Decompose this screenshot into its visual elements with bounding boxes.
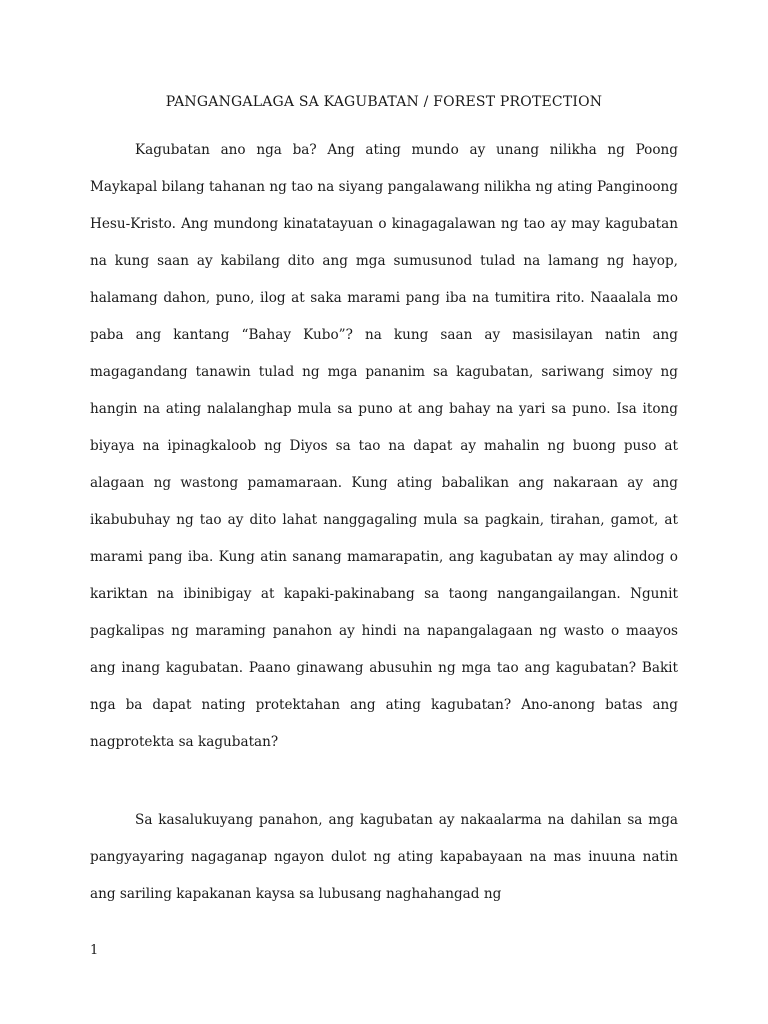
page-number: 1 <box>90 943 99 958</box>
paragraph-1: Kagubatan ano nga ba? Ang ating mundo ay unang nilikha ng Poong Maykapal bilang tahanan ng tao na siyang pangalawang nilikha ng ating Panginoong Hesu-Kristo. Ang mundong kinatatayuan o kinagagalawan ng tao ay may kagubatan na kung saan ay kabilang dito ang mga sumusunod tulad na lamang ng hayop, halamang dahon, puno, ilog at saka marami pang iba na tumitira rito. Naaalala mo paba ang kantang “Bahay Kubo”? na kung saan ay masisilayan natin ang magagandang tanawin tulad ng mga pananim sa kagubatan, sariwang simoy ng hangin na ating nalalanghap mula sa puno at ang bahay na yari sa puno. Isa itong biyaya na ipinagkaloob ng Diyos sa tao na dapat ay mahalin ng buong puso at alagaan ng wastong pamamaraan. Kung ating babalikan ang nakaraan ay ang ikabubuhay ng tao ay dito lahat nanggagaling mula sa pagkain, tirahan, gamot, at marami pang iba. Kung atin sanang mamarapatin, ang kagubatan ay may alindog o kariktan na ibinibigay at kapaki-pakinabang sa taong nangangailangan. Ngunit pagkalipas ng maraming panahon ay hindi na napangalagaan ng wasto o maayos ang inang kagubatan. Paano ginawang abusuhin ng mga tao ang kagubatan? Bakit nga ba dapat nating protektahan ang ating kagubatan? Ano-anong batas ang nagprotekta sa kagubatan? <box>90 142 678 750</box>
paragraph-2: Sa kasalukuyang panahon, ang kagubatan ay nakaalarma na dahilan sa mga pangyayaring nagaganap ngayon dulot ng ating kapabayaan na mas inuuna natin ang sariling kapakanan kaysa sa lubusang naghahangad ng <box>90 812 678 902</box>
document-title: PANGANGALAGA SA KAGUBATAN / FOREST PROTECTION <box>165 94 603 110</box>
